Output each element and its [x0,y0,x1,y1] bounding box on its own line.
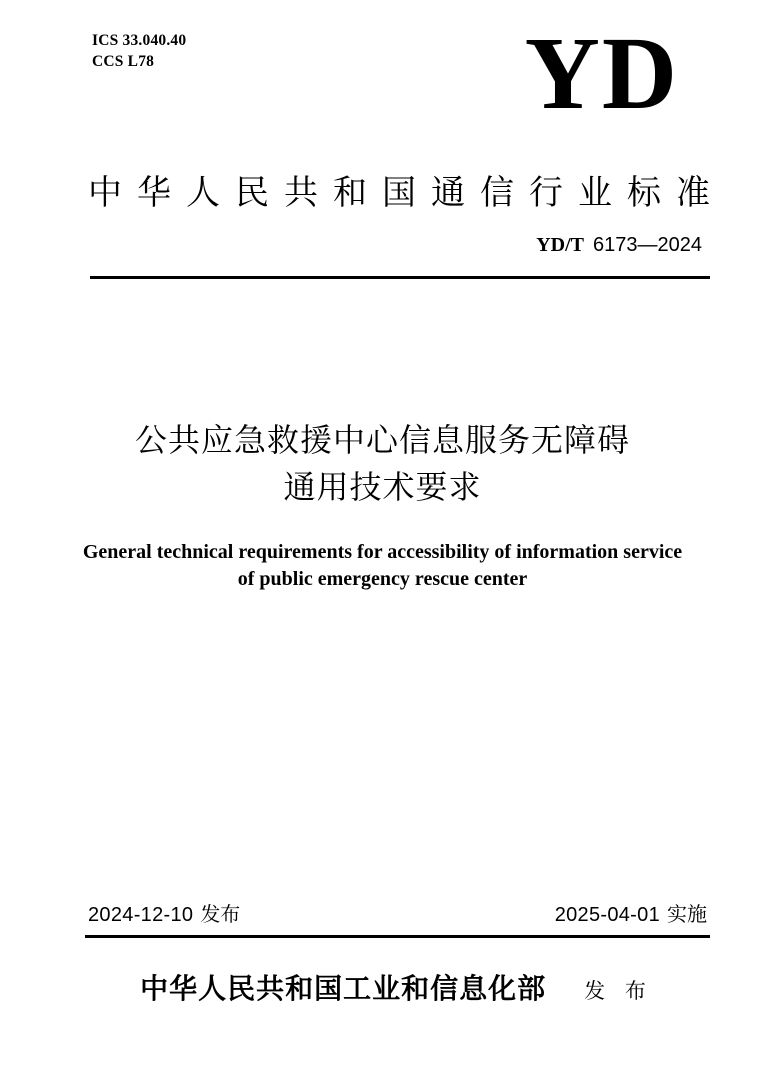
standard-series-title: 中 华 人 民 共 和 国 通 信 行 业 标 准 [88,174,710,212]
publisher-name: 中华人民共和国工业和信息化部 [140,974,547,1005]
document-title-cn-line1: 公共应急救援中心信息服务无障碍 [134,422,630,458]
document-number-value: 6173—2024 [593,234,702,256]
ccs-code: CCS L78 [92,53,155,70]
header-divider-line [90,276,710,279]
implementation-date-label: 实施 [667,904,707,926]
implementation-date: 2025-04-01 [554,904,660,926]
footer-divider-line [85,935,710,938]
document-number [536,233,702,257]
dates-row [88,903,707,927]
issue-date: 2024-12-10 [88,904,194,926]
document-title-english [0,539,765,593]
issue-date-group [88,903,240,927]
document-title-en-line2: of public emergency rescue center [237,568,528,590]
publisher-row [14,973,765,1007]
implementation-date-group [555,903,707,927]
document-title-en-line1: General technical requirements for accessibility of information service [82,541,683,563]
yd-standard-logo: YD [524,16,679,131]
publish-action-label: 发 布 [584,980,653,1003]
document-number-prefix: YD/T [536,234,585,256]
ics-code: ICS 33.040.40 [92,32,187,49]
classification-codes [92,30,186,72]
issue-date-label: 发布 [200,904,241,926]
document-title-chinese [0,417,765,511]
document-title-cn-line2: 通用技术要求 [283,469,482,505]
